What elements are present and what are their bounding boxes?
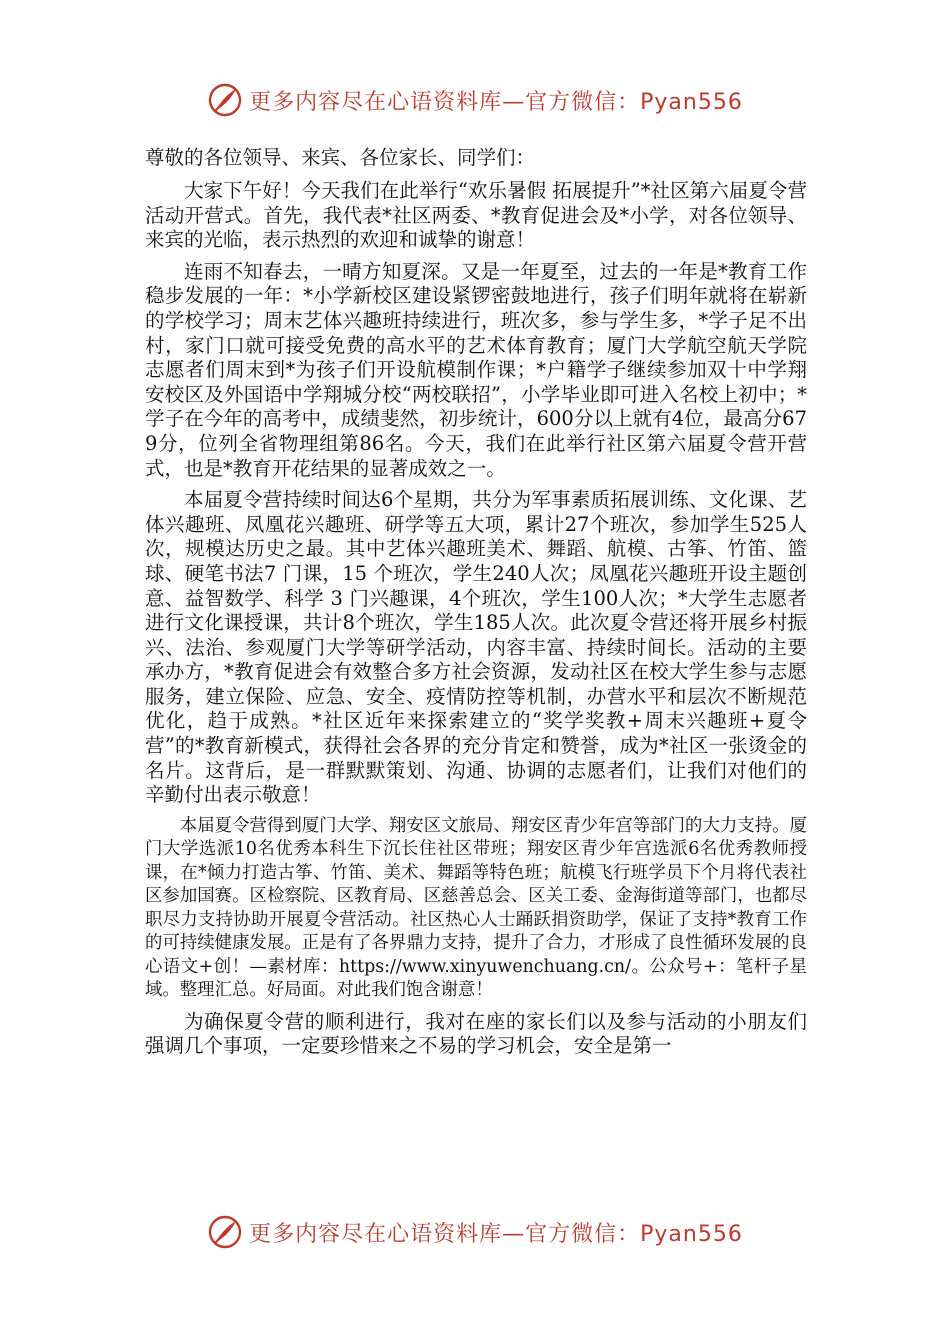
watermark-text: 更多内容尽在心语资料库—官方微信：Pyan556 bbox=[249, 1221, 743, 1247]
quill-logo-icon bbox=[207, 82, 243, 118]
footer-watermark bbox=[0, 1210, 950, 1254]
quill-logo-icon bbox=[207, 1214, 243, 1250]
paragraph-opening: 大家下午好！今天我们在此举行“欢乐暑假 拓展提升”*社区第六届夏令营活动开营式。首先，我代表*社区两委、*教育促进会及*小学，对各位领导、来宾的光临，表示热烈的欢迎和诚挚的谢意！ bbox=[145, 179, 807, 252]
paragraph-camp-overview: 本届夏令营持续时间达6个星期，共分为军事素质拓展训练、文化课、艺体兴趣班、凤凰花兴趣班、研学等五大项，累计27个班次，参加学生525人次，规模达历史之最。其中艺体兴趣班美术、舞蹈、航模、古筝、竹笛、篮球、硬笔书法7 门课，15 个班次，学生240人次；凤凰花兴趣班开设主题创意、益智数学、科学 3 门兴趣课，4个班次，学生100人次；*大学生志愿者进行文化课授课，共计8个班次，学生185人次。此次夏令营还将开展乡村振兴、法治、参观厦门大学等研学活动，内容丰富、持续时间长。活动的主要承办方，*教育促进会有效整合多方社会资源，发动社区在校大学生参与志愿服务，建立保险、应急、安全、疫情防控等机制，办营水平和层次不断规范优化，趋于成熟。*社区近年来探索建立的“奖学奖教+周末兴趣班+夏令营”的*教育新模式，获得社会各界的充分肯定和赞誉，成为*社区一张烫金的名片。这背后，是一群默默策划、沟通、协调的志愿者们，让我们对他们的辛勤付出表示敬意！ bbox=[145, 488, 807, 807]
paragraph-acknowledgements: 本届夏令营得到厦门大学、翔安区文旅局、翔安区青少年宫等部门的大力支持。厦门大学选派10名优秀本科生下沉长住社区带班；翔安区青少年宫选派6名优秀教师授课，在*倾力打造古筝、竹笛、美术、舞蹈等特色班；航模飞行班学员下个月将代表社区参加国赛。区检察院、区教育局、区慈善总会、区关工委、金海街道等部门，也都尽职尽力支持协助开展夏令营活动。社区热心人士踊跃捐资助学，保证了支持*教育工作的可持续健康发展。正是有了各界鼎力支持，提升了合力，才形成了良性循环发展的良心语文+创！—素材库：https://www.xinyuwenchuang.cn/。公众号+：笔杆子星域。整理汇总。好局面。对此我们饱含谢意！ bbox=[145, 815, 807, 1001]
paragraph-reminders: 为确保夏令营的顺利进行，我对在座的家长们以及参与活动的小朋友们强调几个事项，一定要珍惜来之不易的学习机会，安全是第一 bbox=[145, 1009, 807, 1058]
salutation: 尊敬的各位领导、来宾、各位家长、同学们： bbox=[145, 146, 536, 169]
header-watermark bbox=[0, 78, 950, 122]
watermark-text: 更多内容尽在心语资料库—官方微信：Pyan556 bbox=[249, 89, 743, 115]
document-body bbox=[145, 143, 807, 1066]
paragraph-achievements: 连雨不知春去，一晴方知夏深。又是一年夏至，过去的一年是*教育工作稳步发展的一年：*小学新校区建设紧锣密鼓地进行，孩子们明年就将在崭新的学校学习；周末艺体兴趣班持续进行，班次多，参与学生多，*学子足不出村，家门口就可接受免费的高水平的艺术体育教育；厦门大学航空航天学院志愿者们周末到*为孩子们开设航模制作课；*户籍学子继续参加双十中学翔安校区及外国语中学翔城分校“两校联招”，小学毕业即可进入名校上初中；*学子在今年的高考中，成绩斐然，初步统计，600分以上就有4位，最高分679分，位列全省物理组第86名。今天，我们在此举行社区第六届夏令营开营式，也是*教育开花结果的显著成效之一。 bbox=[145, 259, 807, 480]
